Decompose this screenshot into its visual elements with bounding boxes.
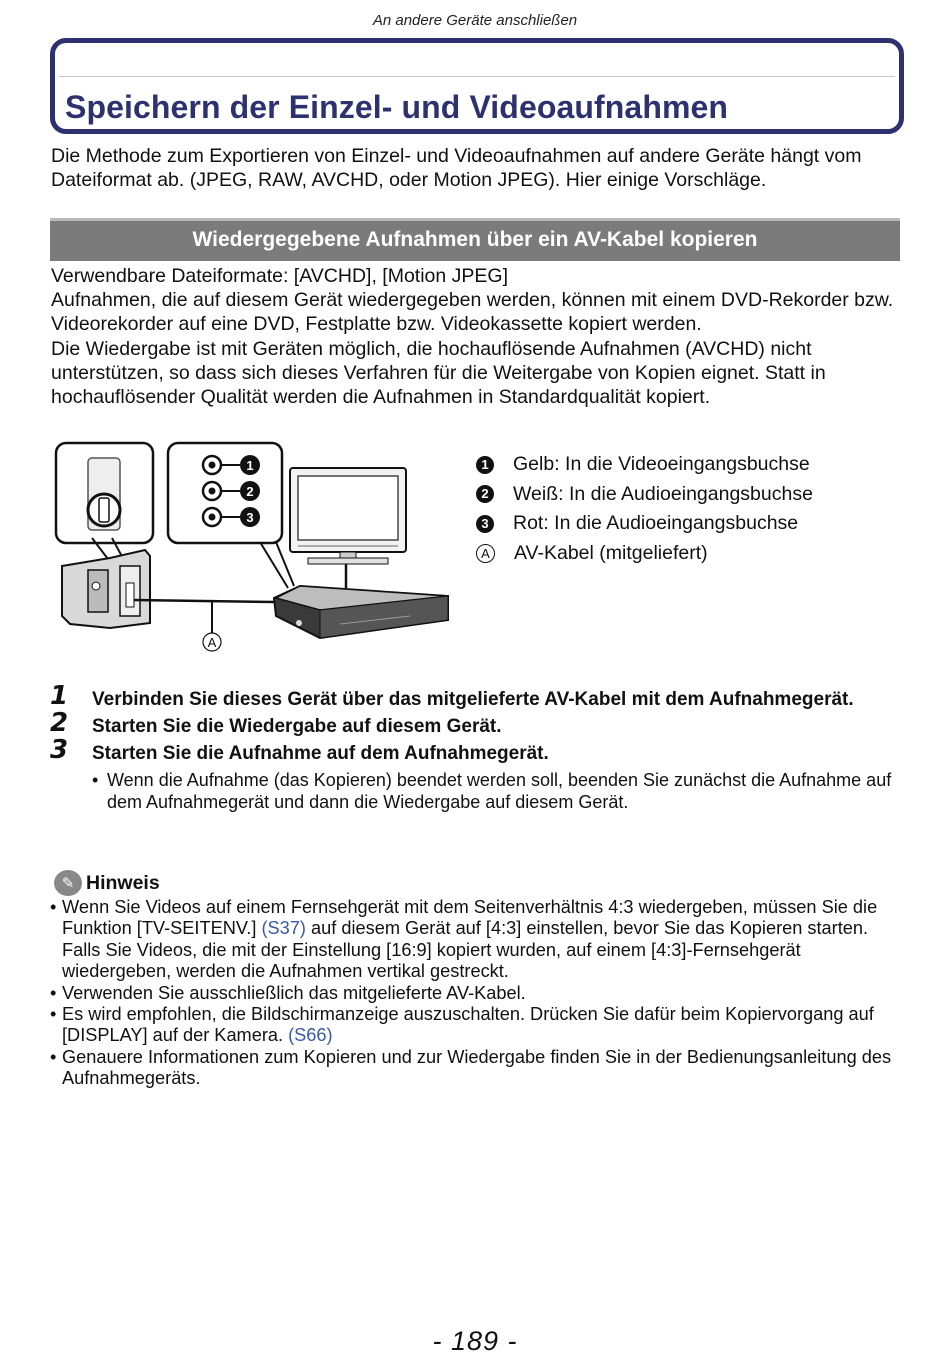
cable-label-a-text: A bbox=[207, 635, 217, 650]
step-3-note bbox=[50, 769, 910, 813]
note-item bbox=[50, 1047, 910, 1090]
section-heading: Wiedergegebene Aufnahmen über ein AV-Kabel kopieren bbox=[50, 218, 900, 261]
step-number: 2 bbox=[50, 708, 69, 738]
step-text: Starten Sie die Wiedergabe auf diesem Gerät. bbox=[92, 716, 502, 737]
formats-paragraph: Verwendbare Dateiformate: [AVCHD], [Motion JPEG] bbox=[51, 265, 508, 287]
step-text: Verbinden Sie dieses Gerät über das mitgelieferte AV-Kabel mit dem Aufnahmegerät. bbox=[92, 689, 854, 710]
note-list bbox=[50, 897, 910, 1090]
copy-paragraph: Aufnahmen, die auf diesem Gerät wiedergegeben werden, können mit einem DVD-Rekorder bzw. Videorekorder auf eine DVD, Festplatte bzw. Videokassette kopiert werden. bbox=[51, 289, 894, 336]
step-3-note-text: Wenn die Aufnahme (das Kopieren) beendet werden soll, beenden Sie zunächst die Aufnahme auf dem Aufnahmegerät und dann die Wiedergabe auf diesem Gerät. bbox=[107, 770, 892, 812]
cable-label-a bbox=[203, 633, 221, 651]
title-box bbox=[50, 38, 904, 134]
tv-icon bbox=[290, 468, 406, 564]
legend-item bbox=[476, 450, 896, 480]
title-rule bbox=[59, 76, 895, 77]
note-text: auf diesem Gerät auf [4:3] einstellen, bevor Sie das Kopieren starten. Falls Sie Videos, die mit der Einstellung [16:9] kopiert wurden, auf einem [4:3]-Fernsehgerät wiedergeben, werden die Aufnahmen vertikal gestreckt. bbox=[62, 918, 869, 982]
step-3 bbox=[50, 735, 910, 767]
connector-badge-1 bbox=[240, 455, 260, 475]
connector-badge-3 bbox=[240, 507, 260, 527]
note-item bbox=[50, 1004, 910, 1047]
note-text: Wenn Sie Videos auf einem Fernsehgerät mit dem Seitenverhältnis 4:3 wiedergeben, müssen Sie die Funktion [TV-SEITENV.] bbox=[62, 897, 878, 939]
note-text: Genauere Informationen zum Kopieren und zur Wiedergabe finden Sie in der Bedienungsanleitung des Aufnahmegeräts. bbox=[62, 1046, 892, 1089]
steps-list bbox=[50, 681, 910, 813]
intro-paragraph: Die Methode zum Exportieren von Einzel- und Videoaufnahmen auf andere Geräte hängt vom Dateiformat ab. (JPEG, RAW, AVCHD, oder Motion JPEG). Hier einige Vorschläge. bbox=[51, 145, 862, 191]
marker-a-icon: A bbox=[476, 544, 495, 563]
connector-badge-1-label: 1 bbox=[246, 458, 254, 473]
connector-badge-2-label: 2 bbox=[246, 484, 254, 499]
page-number: - 189 - bbox=[432, 1326, 518, 1356]
step-number: 3 bbox=[50, 735, 69, 765]
legend-item bbox=[476, 509, 896, 539]
page-link-s66[interactable]: (S66) bbox=[288, 1025, 333, 1046]
connection-diagram bbox=[50, 438, 460, 658]
step-2 bbox=[50, 708, 910, 740]
legend-item bbox=[476, 480, 896, 510]
marker-3-icon: 3 bbox=[476, 515, 494, 533]
pencil-icon: ✎ bbox=[54, 870, 82, 896]
step-text: Starten Sie die Aufnahme auf dem Aufnahmegerät. bbox=[92, 743, 549, 764]
plug-callout bbox=[168, 443, 294, 588]
note-item bbox=[50, 983, 910, 1004]
running-header: An andere Geräte anschließen bbox=[372, 12, 578, 29]
marker-2-icon: 2 bbox=[476, 485, 494, 503]
legend-text: AV-Kabel (mitgeliefert) bbox=[514, 541, 708, 564]
camera-icon bbox=[62, 550, 150, 628]
note-heading bbox=[54, 868, 160, 898]
step-number: 1 bbox=[50, 681, 69, 711]
connector-legend bbox=[476, 450, 896, 568]
connector-badge-2 bbox=[240, 481, 260, 501]
note-text: Verwenden Sie ausschließlich das mitgelieferte AV-Kabel. bbox=[62, 982, 526, 1003]
legend-text: Rot: In die Audioeingangsbuchse bbox=[513, 512, 799, 535]
note-text: Es wird empfohlen, die Bildschirmanzeige auszuschalten. Drücken Sie dafür beim Kopiervorgang auf [DISPLAY] auf der Kamera. bbox=[62, 1004, 874, 1046]
bullet-icon: • bbox=[92, 770, 99, 790]
legend-text: Weiß: In die Audioeingangsbuchse bbox=[513, 482, 813, 505]
section-body bbox=[51, 264, 911, 409]
recorder-icon bbox=[274, 586, 448, 638]
legend-text: Gelb: In die Videoeingangsbuchse bbox=[513, 453, 810, 476]
quality-paragraph: Die Wiedergabe ist mit Geräten möglich, die hochauflösende Aufnahmen (AVCHD) nicht unterstützen, so dass sich dieses Verfahren für die Weitergabe von Kopien eignet. Statt in hochauflösender Qualität werden die Aufnahmen in Standardqualität kopiert. bbox=[51, 337, 826, 409]
legend-item bbox=[476, 539, 896, 569]
note-heading-text: Hinweis bbox=[86, 871, 160, 894]
note-item bbox=[50, 897, 910, 983]
step-1 bbox=[50, 681, 910, 713]
page-title: Speichern der Einzel- und Videoaufnahmen bbox=[65, 89, 729, 125]
connector-badge-3-label: 3 bbox=[246, 510, 254, 525]
page-link-s37[interactable]: (S37) bbox=[261, 918, 306, 939]
marker-1-icon: 1 bbox=[476, 456, 494, 474]
